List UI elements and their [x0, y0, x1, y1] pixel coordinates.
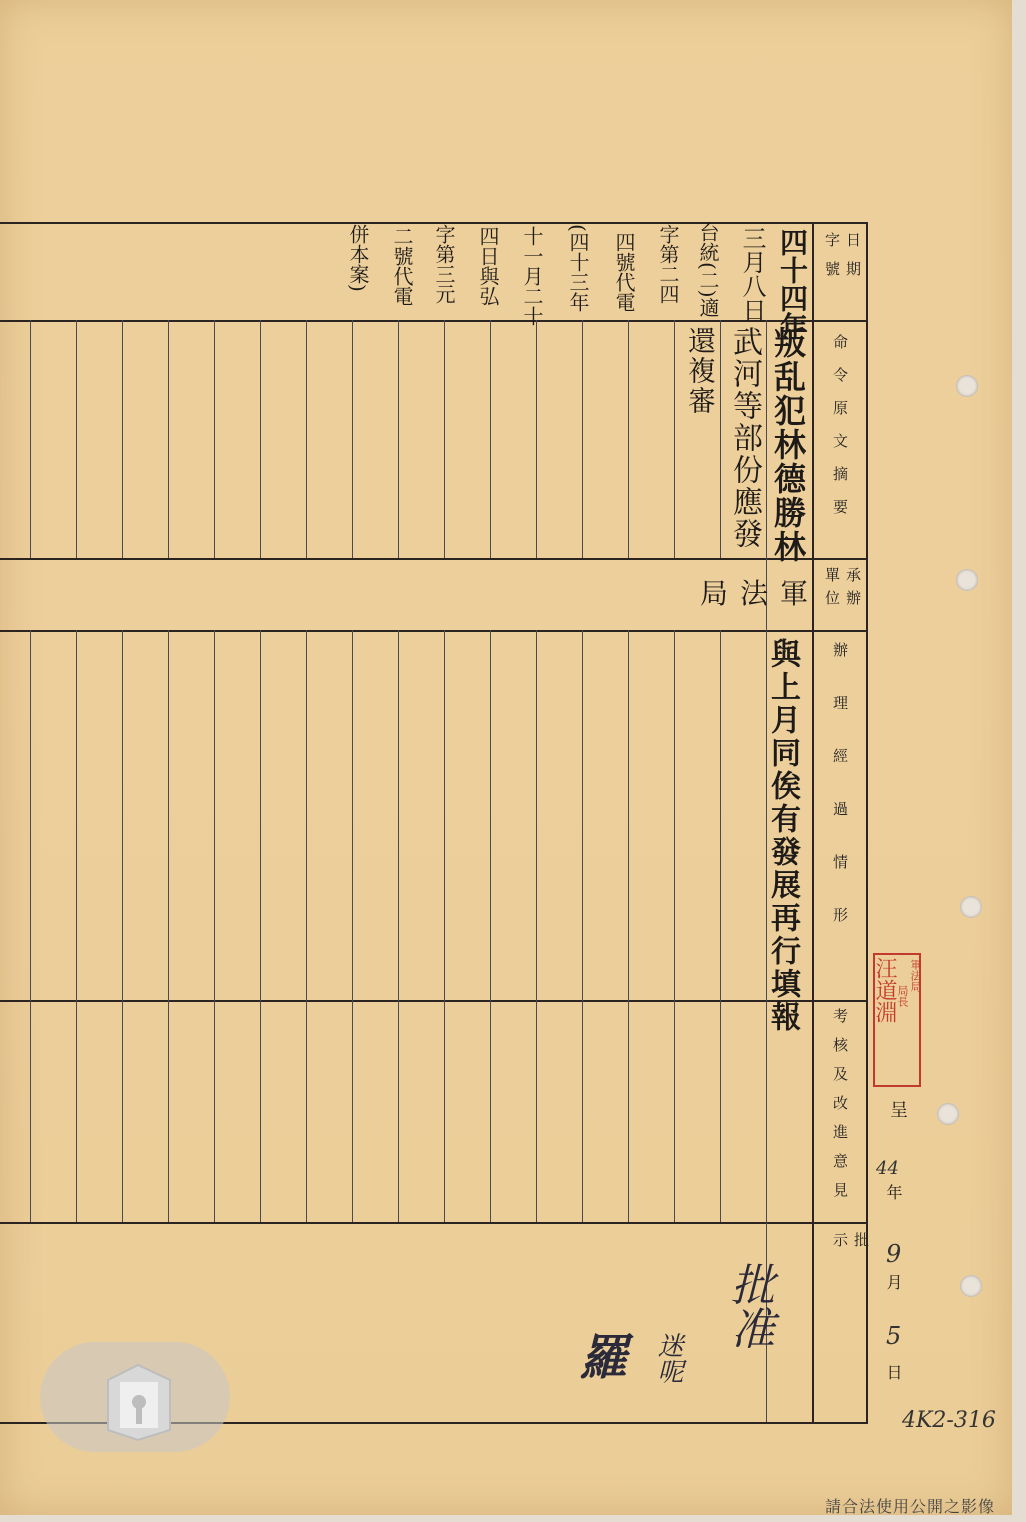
submission-year-char: 年: [884, 1184, 903, 1200]
ruled-line: [536, 630, 537, 1000]
ruled-line: [582, 630, 583, 1000]
ruled-line: [490, 630, 491, 1000]
ruled-line: [168, 320, 169, 558]
submission-label: 呈: [887, 1100, 908, 1118]
ruled-line: [30, 320, 31, 558]
binding-hole: [960, 1275, 982, 1297]
ruled-line: [352, 630, 353, 1000]
ruled-line: [490, 1000, 491, 1222]
submission-year-num: 44: [876, 1158, 899, 1179]
ruled-line: [674, 630, 675, 1000]
ruled-line: [628, 320, 629, 558]
ruled-line: [76, 630, 77, 1000]
ruled-line: [444, 630, 445, 1000]
ruled-line: [214, 1000, 215, 1222]
submission-day-char: 日: [884, 1364, 903, 1380]
date-line: 四號代電: [612, 232, 636, 312]
ruled-line: [76, 1000, 77, 1222]
header-date-number: 日期字號: [823, 232, 862, 290]
header-handling-process: 辦理經過情形: [831, 642, 849, 960]
date-line: 十一月二十: [520, 226, 544, 326]
ruled-line: [444, 320, 445, 558]
row-divider: [0, 558, 868, 560]
date-line: 併本案): [346, 224, 370, 292]
label-column-border: [812, 222, 814, 1424]
ruled-line: [76, 320, 77, 558]
ruled-line: [122, 320, 123, 558]
row-divider: [0, 630, 868, 632]
ruled-line: [720, 1000, 721, 1222]
summary-line: 叛乱犯林德勝林: [769, 326, 807, 564]
official-seal: [873, 953, 921, 1087]
handwritten-signature: 羅: [571, 1332, 627, 1380]
ruled-line: [122, 1000, 123, 1222]
ruled-line: [168, 1000, 169, 1222]
date-line: 字第三元: [432, 224, 456, 304]
report-form: [0, 222, 868, 1424]
ruled-line: [536, 320, 537, 558]
summary-line: 武河等部份應發: [727, 326, 762, 550]
submission-month-num: 9: [886, 1240, 902, 1268]
ruled-line: [260, 1000, 261, 1222]
ruled-line: [628, 1000, 629, 1222]
ruled-line: [214, 320, 215, 558]
ruled-line: [674, 320, 675, 558]
row-divider: [0, 1222, 868, 1224]
ruled-line: [352, 1000, 353, 1222]
date-line: 台統(二)適: [696, 222, 720, 318]
date-line: 二號代電: [390, 226, 414, 306]
ruled-line: [398, 320, 399, 558]
ruled-line: [30, 630, 31, 1000]
handwritten-signature: 批准: [723, 1262, 774, 1350]
date-line: 字第二四: [656, 224, 680, 304]
archive-number: 4K2-316: [902, 1408, 996, 1433]
ruled-line: [444, 1000, 445, 1222]
binding-hole: [956, 569, 978, 591]
ruled-line: [398, 1000, 399, 1222]
seal-title: 局長: [896, 985, 909, 1007]
ruled-line: [168, 630, 169, 1000]
archive-logo-icon: [98, 1360, 180, 1442]
ruled-line: [306, 1000, 307, 1222]
ruled-line: [306, 630, 307, 1000]
header-instructions: 批示: [831, 1232, 870, 1357]
ruled-line: [628, 630, 629, 1000]
row-divider: [0, 1000, 868, 1002]
handling-unit-value: 軍法局: [700, 577, 821, 610]
submission-day-num: 5: [886, 1322, 902, 1350]
ruled-line: [30, 1000, 31, 1222]
usage-notice: 請合法使用公開之影像: [825, 1497, 996, 1516]
binding-hole: [960, 896, 982, 918]
ruled-line: [720, 630, 721, 1000]
binding-hole: [956, 375, 978, 397]
binding-hole: [937, 1103, 959, 1125]
ruled-line: [674, 1000, 675, 1222]
submission-month-char: 月: [884, 1274, 903, 1290]
seal-title: 軍法局: [909, 959, 922, 992]
header-review-comments: 考核及改進意見: [831, 1008, 849, 1211]
handwritten-signature: 迷呢: [653, 1332, 683, 1384]
ruled-line: [582, 1000, 583, 1222]
date-line: 四日與弘: [476, 226, 500, 306]
ruled-line: [536, 1000, 537, 1222]
summary-line: 還複審: [684, 326, 717, 416]
ruled-line: [260, 630, 261, 1000]
date-line: 三月八日: [738, 226, 766, 322]
ruled-line: [214, 630, 215, 1000]
ruled-line: [122, 630, 123, 1000]
seal-name: 汪道淵: [872, 957, 897, 1023]
ruled-line: [306, 320, 307, 558]
ruled-line: [260, 320, 261, 558]
ruled-line: [490, 320, 491, 558]
process-line: 與上月同俟有發展再行填報: [765, 638, 800, 1034]
date-line: 四十四年: [776, 228, 809, 340]
header-order-summary: 命令原文摘要: [831, 334, 849, 532]
header-handling-unit: 承辦單位: [823, 567, 862, 613]
ruled-line: [398, 630, 399, 1000]
date-line: (四十三年: [566, 224, 590, 312]
ruled-line: [582, 320, 583, 558]
ruled-line: [352, 320, 353, 558]
